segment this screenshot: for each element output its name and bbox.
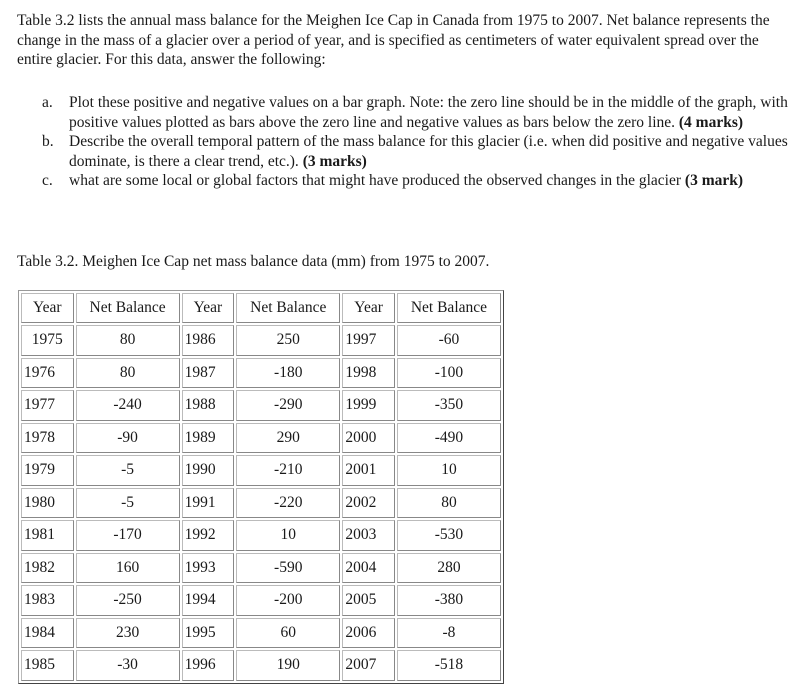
year-cell: 1994 [182,585,235,616]
year-cell: 1981 [21,520,74,551]
table-row [21,618,501,649]
year-cell: 1980 [21,488,74,519]
year-cell: 1988 [182,390,235,421]
net-balance-cell: 80 [76,325,180,356]
question-item [42,132,802,171]
year-cell: 2002 [342,488,395,519]
column-header: Net Balance [397,293,501,323]
net-balance-cell: 190 [236,650,340,681]
year-cell: 1977 [21,390,74,421]
net-balance-cell: 250 [236,325,340,356]
net-balance-cell: 80 [76,358,180,389]
net-balance-cell: -5 [76,455,180,486]
year-cell: 2007 [342,650,395,681]
question-marks: (3 marks) [302,152,367,170]
year-cell: 1979 [21,455,74,486]
table-row [21,585,501,616]
table-row [21,358,501,389]
question-item [42,93,802,132]
question-item [42,171,802,191]
year-cell: 2003 [342,520,395,551]
table-row [21,520,501,551]
year-cell: 2004 [342,553,395,584]
net-balance-cell: -220 [236,488,340,519]
year-cell: 1976 [21,358,74,389]
net-balance-cell: -590 [236,553,340,584]
net-balance-cell: -90 [76,423,180,454]
year-cell: 1993 [182,553,235,584]
net-balance-cell: -290 [236,390,340,421]
year-cell: 2005 [342,585,395,616]
net-balance-cell: -200 [236,585,340,616]
net-balance-cell: 10 [397,455,501,486]
net-balance-cell: 60 [236,618,340,649]
table-row [21,390,501,421]
question-letter: b. [42,133,54,150]
column-header: Year [21,293,74,323]
net-balance-cell: -350 [397,390,501,421]
net-balance-cell: -210 [236,455,340,486]
year-cell: 1987 [182,358,235,389]
table-header-row [21,293,501,323]
year-cell: 1978 [21,423,74,454]
year-cell: 1998 [342,358,395,389]
net-balance-cell: -490 [397,423,501,454]
year-cell: 1996 [182,650,235,681]
net-balance-cell: -170 [76,520,180,551]
year-cell: 1982 [21,553,74,584]
year-cell: 1992 [182,520,235,551]
net-balance-cell: 80 [397,488,501,519]
year-cell: 1989 [182,423,235,454]
year-cell: 1975 [21,325,74,356]
net-balance-cell: -240 [76,390,180,421]
table-row [21,325,501,356]
question-text [69,171,802,191]
net-balance-cell: -8 [397,618,501,649]
table-row [21,455,501,486]
intro-paragraph: Table 3.2 lists the annual mass balance for the Meighen Ice Cap in Canada from 1975 to 2007. Net balance represents the change in the mass of a glacier over a period of year, and is specified as centimeters of water equivalent spread over the entire glacier. For this data, answer the following: [17,12,770,68]
net-balance-cell: 280 [397,553,501,584]
net-balance-cell: -30 [76,650,180,681]
column-header: Year [342,293,395,323]
year-cell: 2000 [342,423,395,454]
year-cell: 1985 [21,650,74,681]
net-balance-cell: 290 [236,423,340,454]
net-balance-cell: -380 [397,585,501,616]
question-text [69,132,802,171]
year-cell: 1997 [342,325,395,356]
column-header: Year [182,293,235,323]
question-marks: (3 mark) [684,172,744,189]
net-balance-cell: -250 [76,585,180,616]
net-balance-cell: 10 [236,520,340,551]
net-balance-cell: -530 [397,520,501,551]
question-marks: (4 marks) [678,113,744,131]
net-balance-cell: -100 [397,358,501,389]
net-balance-cell: -5 [76,488,180,519]
year-cell: 1984 [21,618,74,649]
question-body: Plot these positive and negative values on a bar graph. Note: the zero line should be in the middle of the graph, with positive values plotted as bars above the zero line and negative values as bars below the zero line. [69,94,788,131]
table-row [21,488,501,519]
year-cell: 2001 [342,455,395,486]
question-letter: a. [42,94,53,111]
column-header: Net Balance [236,293,340,323]
question-list [42,93,802,191]
year-cell: 2006 [342,618,395,649]
table-row [21,423,501,454]
net-balance-cell: -180 [236,358,340,389]
table-row [21,553,501,584]
year-cell: 1991 [182,488,235,519]
mass-balance-table [18,290,504,684]
year-cell: 1990 [182,455,235,486]
net-balance-cell: 160 [76,553,180,584]
question-body: what are some local or global factors that might have produced the observed changes in the glacier [69,172,682,189]
net-balance-cell: 230 [76,618,180,649]
question-letter: c. [42,172,53,189]
question-body: Describe the overall temporal pattern of the mass balance for this glacier (i.e. when did positive and negative values dominate, is there a clear trend, etc.). [69,133,788,170]
table-body [21,325,501,681]
net-balance-cell: -60 [397,325,501,356]
question-text [69,93,802,132]
year-cell: 1983 [21,585,74,616]
column-header: Net Balance [76,293,180,323]
table-row [21,650,501,681]
table-caption: Table 3.2. Meighen Ice Cap net mass balance data (mm) from 1975 to 2007. [17,253,490,270]
year-cell: 1995 [182,618,235,649]
year-cell: 1986 [182,325,235,356]
net-balance-cell: -518 [397,650,501,681]
year-cell: 1999 [342,390,395,421]
